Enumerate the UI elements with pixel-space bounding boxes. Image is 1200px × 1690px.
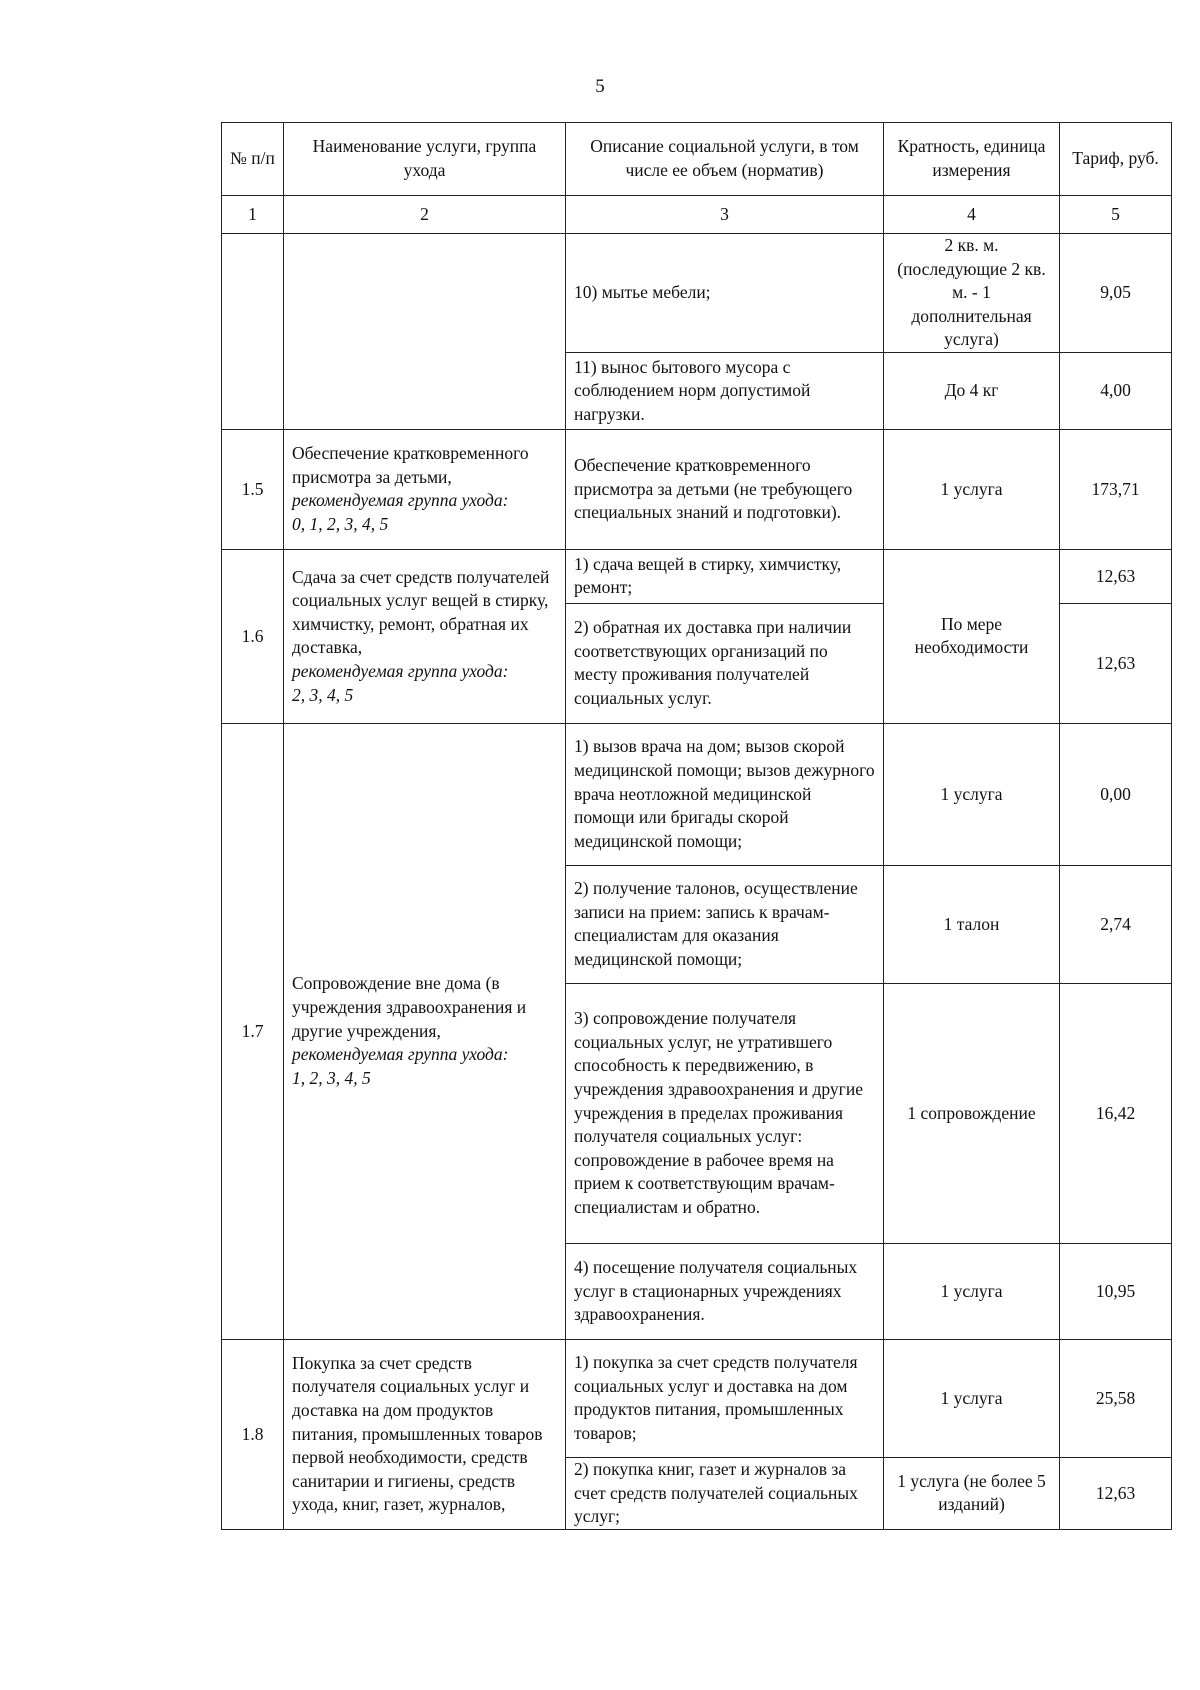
cell-description: 2) получение талонов, осуществление записи на прием: запись к врачам-специалистам для оказания медицинской помощи;: [566, 865, 884, 983]
cell-description: 2) обратная их доставка при наличии соответствующих организаций по месту проживания получателей социальных услуг.: [566, 603, 884, 723]
cell-tariff: 2,74: [1060, 865, 1172, 983]
cell-description: 4) посещение получателя социальных услуг в стационарных учреждениях здравоохранения.: [566, 1243, 884, 1339]
cell-unit: По мере необходимости: [884, 549, 1060, 723]
cell-tariff: 4,00: [1060, 352, 1172, 429]
care-group-values: 2, 3, 4, 5: [292, 684, 354, 705]
cell-number: 1.6: [222, 549, 284, 723]
care-group-values: 0, 1, 2, 3, 4, 5: [292, 514, 389, 535]
cell-tariff: 173,71: [1060, 429, 1172, 549]
cell-name: [284, 1339, 566, 1529]
header-col-number: № п/п: [222, 123, 284, 196]
cell-tariff: 10,95: [1060, 1243, 1172, 1339]
cell-tariff: 0,00: [1060, 723, 1172, 865]
column-number: 1: [222, 196, 284, 234]
cell-unit: 2 кв. м. (последующие 2 кв. м. - 1 дополнительная услуга): [884, 234, 1060, 353]
cell-unit: 1 услуга (не более 5 изданий): [884, 1457, 1060, 1529]
column-number: 5: [1060, 196, 1172, 234]
cell-number: [222, 234, 284, 430]
service-name: Покупка за счет средств получателя социальных услуг и доставка на дом продуктов питания, промышленных товаров первой необходимости, средств санитарии и гигиены, средств ухода, книг, газет, журналов,: [292, 1352, 543, 1515]
cell-unit: 1 услуга: [884, 429, 1060, 549]
service-name: Обеспечение кратковременного присмотра за детьми,: [292, 443, 529, 487]
cell-unit: 1 талон: [884, 865, 1060, 983]
care-group-values: 1, 2, 3, 4, 5: [292, 1067, 371, 1088]
care-group-label: рекомендуемая группа ухода:: [292, 661, 509, 682]
cell-description: 3) сопровождение получателя социальных услуг, не утратившего способность к передвижению, в учреждения здравоохранения и другие учреждения в пределах проживания получателя социальных услуг: сопровождение в рабочее время на прием к соответствующим врачам-специалистам и обратно.: [566, 983, 884, 1243]
service-name: Сдача за счет средств получателей социальных услуг вещей в стирку, химчистку, ремонт, обратная их доставка,: [292, 566, 550, 658]
table-row: [222, 549, 1172, 603]
cell-description: Обеспечение кратковременного присмотра за детьми (не требующего специальных знаний и подготовки).: [566, 429, 884, 549]
cell-description: 2) покупка книг, газет и журналов за счет средств получателей социальных услуг;: [566, 1457, 884, 1529]
cell-unit: 1 сопровождение: [884, 983, 1060, 1243]
care-group-label: рекомендуемая группа ухода:: [292, 490, 509, 511]
cell-description: 1) вызов врача на дом; вызов скорой медицинской помощи; вызов дежурного врача неотложной медицинской помощи или бригады скорой медицинской помощи;: [566, 723, 884, 865]
table-row: [222, 429, 1172, 549]
cell-tariff: 16,42: [1060, 983, 1172, 1243]
cell-tariff: 12,63: [1060, 549, 1172, 603]
service-name: Сопровождение вне дома (в учреждения здравоохранения и другие учреждения,: [292, 973, 527, 1041]
table-row: [222, 234, 1172, 353]
cell-tariff: 12,63: [1060, 1457, 1172, 1529]
header-col-name: Наименование услуги, группа ухода: [284, 123, 566, 196]
cell-description: 11) вынос бытового мусора с соблюдением норм допустимой нагрузки.: [566, 352, 884, 429]
cell-number: 1.8: [222, 1339, 284, 1529]
header-col-description: Описание социальной услуги, в том числе ее объем (норматив): [566, 123, 884, 196]
cell-unit: 1 услуга: [884, 723, 1060, 865]
cell-tariff: 12,63: [1060, 603, 1172, 723]
cell-tariff: 25,58: [1060, 1339, 1172, 1457]
header-col-unit: Кратность, единица измерения: [884, 123, 1060, 196]
table-header-row: [222, 123, 1172, 196]
tariff-table: [221, 122, 1172, 1530]
cell-description: 1) покупка за счет средств получателя социальных услуг и доставка на дом продуктов питания, промышленных товаров;: [566, 1339, 884, 1457]
cell-unit: До 4 кг: [884, 352, 1060, 429]
cell-name: [284, 723, 566, 1339]
header-col-tariff: Тариф, руб.: [1060, 123, 1172, 196]
cell-number: 1.5: [222, 429, 284, 549]
cell-unit: 1 услуга: [884, 1339, 1060, 1457]
column-number-row: [222, 196, 1172, 234]
care-group-label: рекомендуемая группа ухода:: [292, 1044, 509, 1065]
page-number: 5: [595, 76, 605, 97]
cell-unit: 1 услуга: [884, 1243, 1060, 1339]
cell-tariff: 9,05: [1060, 234, 1172, 353]
table-row: [222, 723, 1172, 865]
cell-number: 1.7: [222, 723, 284, 1339]
cell-description: 10) мытье мебели;: [566, 234, 884, 353]
cell-description: 1) сдача вещей в стирку, химчистку, ремонт;: [566, 549, 884, 603]
cell-name: [284, 429, 566, 549]
column-number: 2: [284, 196, 566, 234]
column-number: 3: [566, 196, 884, 234]
cell-name: [284, 234, 566, 430]
column-number: 4: [884, 196, 1060, 234]
cell-name: [284, 549, 566, 723]
table-row: [222, 1339, 1172, 1457]
